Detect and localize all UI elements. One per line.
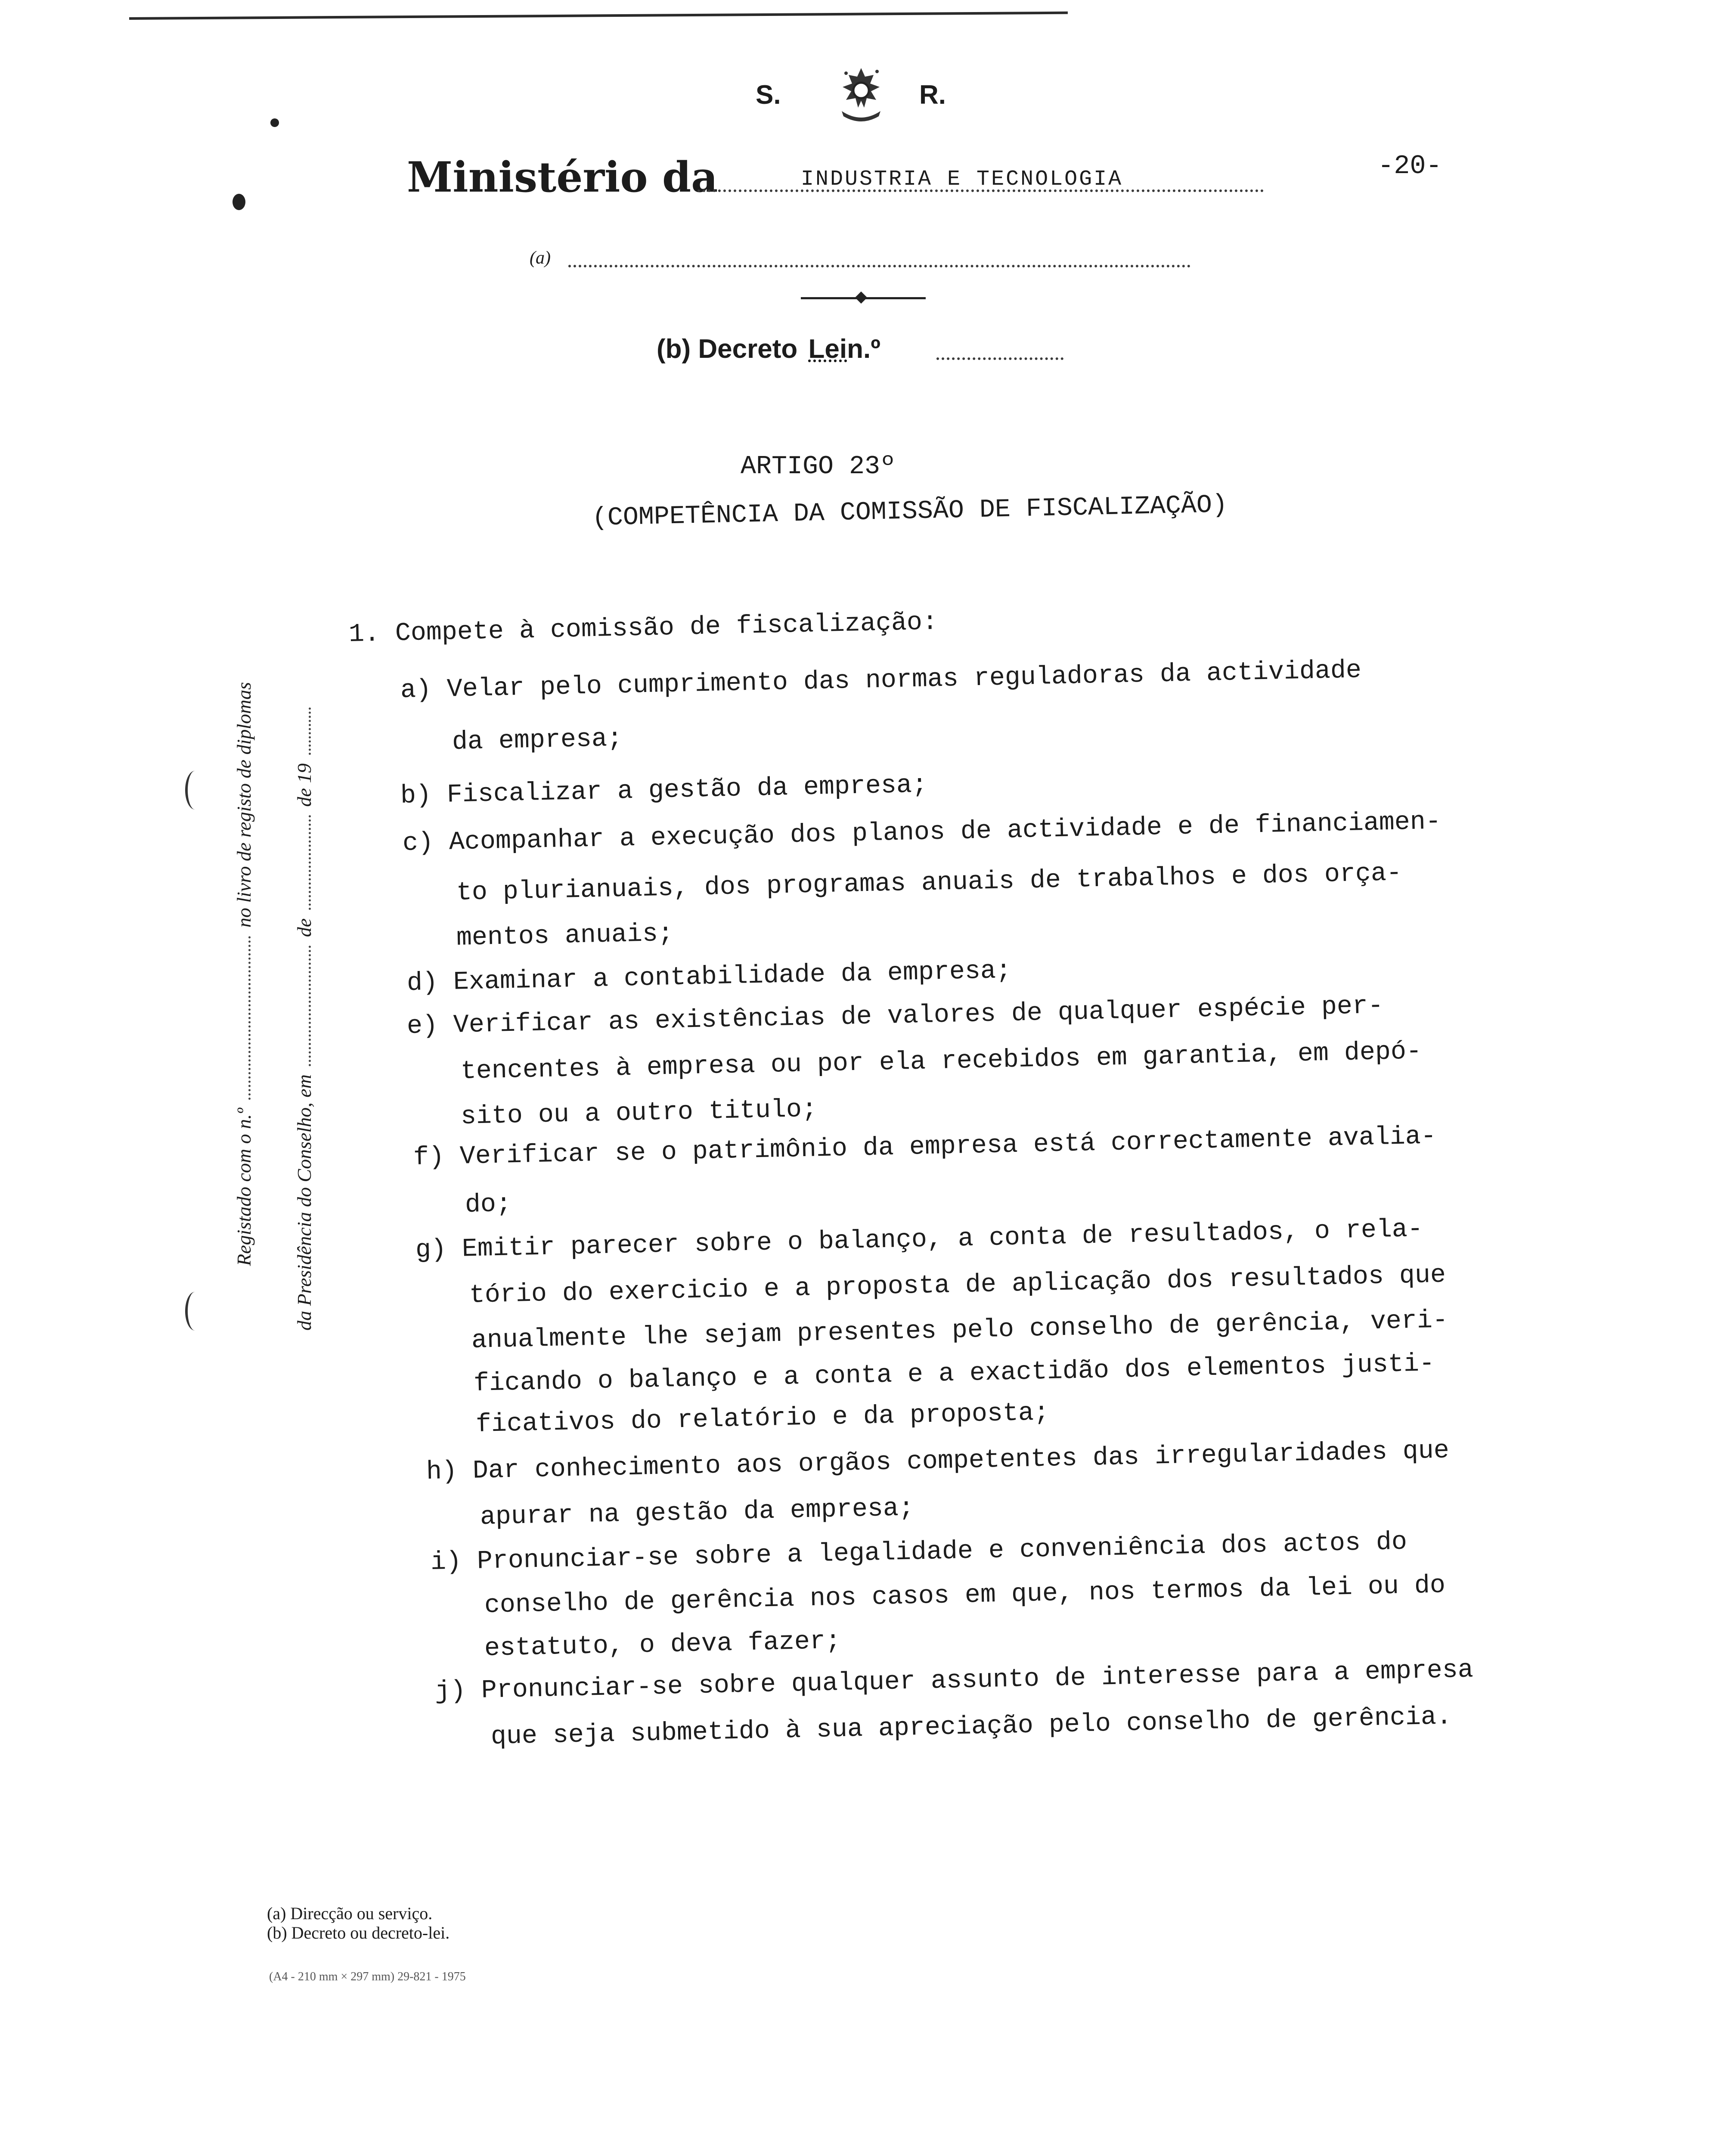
registration-line-2-year: de 19 — [293, 763, 315, 807]
body-line: b) Fiscalizar a gestão da empresa; — [400, 770, 928, 811]
margin-bracket — [185, 1292, 205, 1331]
article-subtitle: (COMPETÊNCIA DA COMISSÃO DE FISCALIZAÇÃO) — [592, 490, 1228, 533]
body-line: d) Examinar a contabilidade da empresa; — [406, 956, 1012, 998]
margin-bracket — [185, 771, 205, 810]
top-border-line — [129, 12, 1068, 20]
body-line: f) Verificar se o patrimônio da empresa está correctamente avalia- — [413, 1122, 1437, 1173]
registration-line-2 — [293, 704, 316, 1331]
header-letter-left: S. — [756, 80, 781, 110]
registration-dotted-line — [309, 707, 311, 755]
body-line: sito ou a outro titulo; — [460, 1095, 818, 1132]
body-line: anualmente lhe sejam presentes pelo conselho de gerência, veri- — [471, 1306, 1448, 1356]
decree-value: Lei — [808, 334, 847, 364]
registration-line-1-start: Registado com o n.º — [233, 1108, 255, 1266]
body-line: j) Pronunciar-se sobre qualquer assunto de interesse para a empresa — [434, 1655, 1474, 1706]
registration-line-2-de: de — [293, 918, 315, 937]
decree-dotted-line — [936, 357, 1063, 360]
body-line: mentos anuais; — [456, 919, 674, 953]
body-line: estatuto, o deva fazer; — [484, 1626, 841, 1663]
footnote-a: (a) Direcção ou serviço. — [267, 1904, 433, 1923]
body-line: tório do exercicio e a proposta de aplicação dos resultados que — [469, 1260, 1446, 1310]
scan-dot — [270, 118, 279, 127]
divider-diamond-icon — [855, 292, 867, 304]
registration-line-1-end: no livro de registo de diplomas — [233, 682, 255, 928]
registration-line-1 — [232, 682, 255, 1266]
decree-label: (b) Decreto — [657, 334, 798, 364]
decree-suffix: n.º — [847, 334, 880, 364]
body-line: h) Dar conhecimento aos orgãos competentes das irregularidades que — [426, 1436, 1450, 1487]
body-line: g) Emitir parecer sobre o balanço, a conta de resultados, o rela- — [415, 1214, 1423, 1265]
page-number: -20- — [1378, 151, 1442, 181]
body-line: c) Acompanhar a execução dos planos de actividade e de financiamen- — [402, 807, 1442, 858]
registration-dotted-line — [309, 815, 311, 910]
body-line: apurar na gestão da empresa; — [480, 1493, 914, 1532]
body-line: to plurianuais, dos programas anuais de trabalhos e dos orça- — [456, 859, 1402, 908]
body-line: a) Velar pelo cumprimento das normas reguladoras da actividade — [400, 656, 1362, 705]
field-a-label: (a) — [530, 248, 551, 268]
registration-line-2-start: da Presidência do Conselho, em — [293, 1074, 315, 1331]
decree-field — [657, 334, 880, 364]
article-title: ARTIGO 23º — [741, 452, 896, 481]
scan-dot — [232, 194, 245, 210]
field-a-dotted-line — [568, 265, 1190, 267]
ministry-prefix: Ministério da — [407, 153, 718, 202]
body-line: 1. Compete à comissão de fiscalização: — [348, 608, 938, 649]
body-line: da empresa; — [452, 724, 623, 757]
form-code: (A4 - 210 mm × 297 mm) 29-821 - 1975 — [269, 1970, 466, 1983]
body-line: e) Verificar as existências de valores de qualquer espécie per- — [406, 991, 1384, 1041]
body-line: do; — [465, 1189, 512, 1220]
body-line: ficativos do relatório e da proposta; — [475, 1398, 1050, 1439]
coat-of-arms-icon — [829, 65, 893, 125]
body-line: tencentes à empresa ou por ela recebidos em garantia, em depó- — [460, 1037, 1422, 1086]
body-line: conselho de gerência nos casos em que, nos termos da lei ou do — [484, 1571, 1446, 1620]
footnote-b: (b) Decreto ou decreto-lei. — [267, 1923, 450, 1942]
header-letter-right: R. — [919, 80, 946, 110]
ministry-name: INDUSTRIA E TECNOLOGIA — [801, 167, 1123, 192]
body-line: ficando o balanço e a conta e a exactidão dos elementos justi- — [473, 1349, 1435, 1399]
registration-dotted-line — [248, 936, 251, 1100]
body-line: que seja submetido à sua apreciação pelo conselho de gerência. — [490, 1702, 1452, 1752]
registration-dotted-line — [309, 946, 311, 1066]
body-line: i) Pronunciar-se sobre a legalidade e conveniência dos actos do — [430, 1527, 1407, 1577]
